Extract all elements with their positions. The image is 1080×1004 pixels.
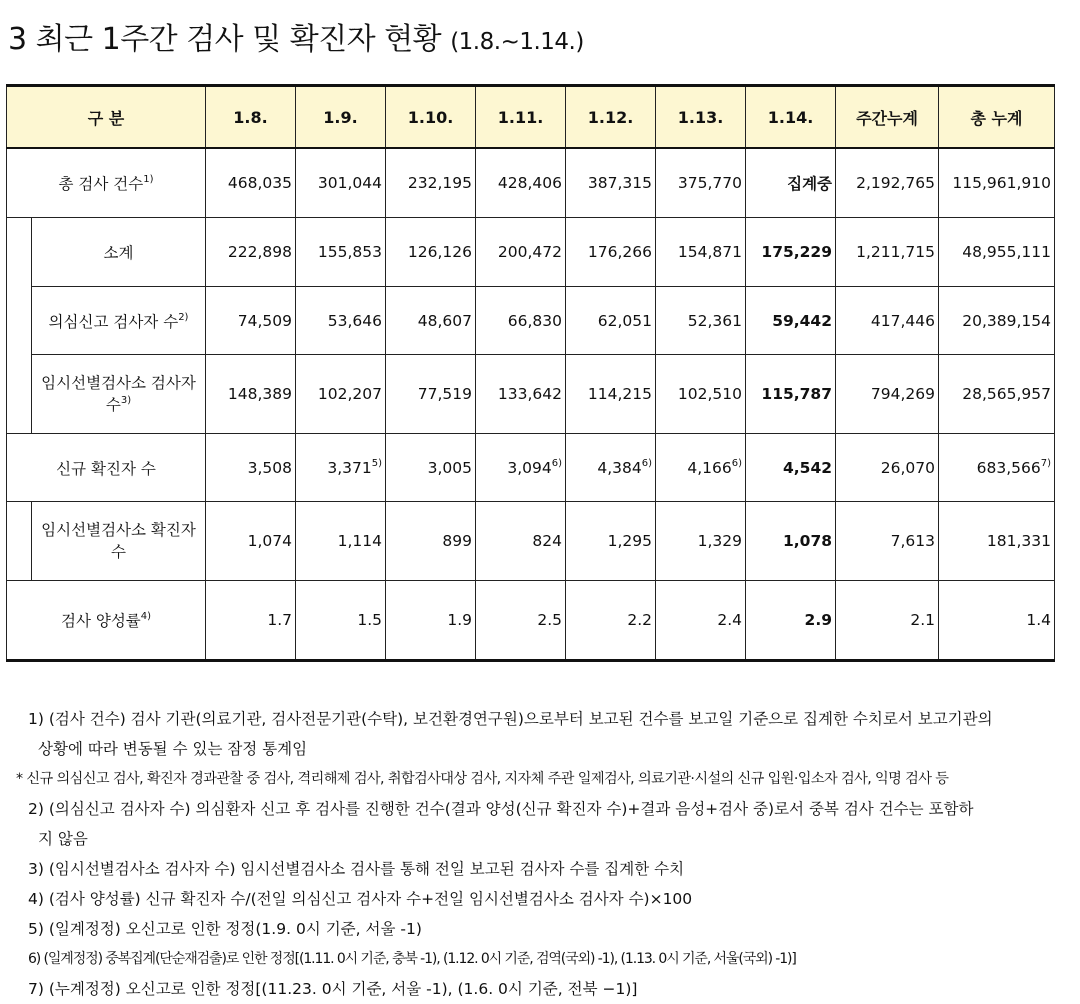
table-row: [7, 287, 1055, 355]
table-row: [7, 434, 1055, 502]
value-cell: [206, 434, 296, 502]
table-header-row: [7, 86, 1055, 149]
value-cell: [566, 218, 656, 287]
row-label-text: 임시선별검사소 검사자 수: [41, 374, 196, 414]
value-text: 3,371: [327, 458, 372, 477]
value-cell: [386, 502, 476, 581]
value-cell: [386, 218, 476, 287]
footnote-ref: 5): [371, 457, 383, 469]
value-cell: [746, 287, 836, 355]
value-text: 1.5: [357, 611, 383, 629]
value-text: 48,607: [417, 311, 473, 330]
value-cell: [476, 287, 566, 355]
test-status-table: [6, 84, 1055, 662]
value-cell: [476, 502, 566, 581]
footnote: 7) (누계정정) 오신고로 인한 정정[(11.23. 0시 기준, 서울 -1), (1.6. 0시 기준, 전북 −1)]: [28, 980, 638, 998]
table-row: [7, 355, 1055, 434]
value-cell: [386, 148, 476, 218]
footnote: 3) (임시선별검사소 검사자 수) 임시선별검사소 검사를 통해 전일 보고된 검사자 수를 집계한 수치: [28, 860, 685, 878]
row-label: [7, 581, 206, 661]
value-text: 7,613: [890, 532, 936, 550]
value-text: 1,074: [247, 532, 293, 550]
footnote-ref: 3): [120, 395, 132, 406]
value-cell: [939, 287, 1055, 355]
value-cell: [206, 287, 296, 355]
value-text: 115,787: [761, 385, 833, 403]
value-cell: [656, 218, 746, 287]
value-cell: [476, 581, 566, 661]
value-cell: [746, 581, 836, 661]
row-label-text: 검사 양성률: [60, 612, 141, 630]
footnote: * 신규 의심신고 검사, 확진자 경과관찰 중 검사, 격리해제 검사, 취합검사대상 검사, 지자체 주관 일제검사, 의료기관·시설의 신규 입원·입소자 검사, 익명 검사 등: [16, 771, 949, 787]
value-text: 1,295: [607, 532, 653, 550]
value-cell: [386, 287, 476, 355]
value-text: 824: [532, 532, 563, 550]
value-text: 3,508: [247, 458, 293, 477]
footnote-ref: 1): [143, 174, 154, 185]
row-label: [32, 287, 206, 355]
value-text: 148,389: [227, 385, 293, 403]
value-cell: [566, 148, 656, 218]
value-cell: [566, 581, 656, 661]
value-text: 200,472: [497, 243, 563, 261]
header-category: 구 분: [7, 86, 206, 149]
footnote: 5) (일계정정) 오신고로 인한 정정(1.9. 0시 기준, 서울 -1): [28, 920, 422, 938]
value-cell: [939, 434, 1055, 502]
value-cell: [656, 148, 746, 218]
value-cell: [566, 355, 656, 434]
value-text: 126,126: [407, 243, 473, 261]
value-text: 74,509: [237, 311, 293, 330]
value-cell: [836, 218, 939, 287]
value-cell: [206, 148, 296, 218]
footnote: 2) (의심신고 검사자 수) 의심환자 신고 후 검사를 진행한 건수(결과 양성(신규 확진자 수)+결과 음성+검사 중)로서 중복 검사 건수는 포함하: [28, 800, 974, 818]
section-title: [8, 14, 584, 58]
value-text: 1,114: [337, 532, 383, 550]
footnote-ref: 6): [731, 457, 743, 469]
table-row: [7, 148, 1055, 218]
footnote-ref: 2): [178, 311, 189, 323]
value-text: 683,566: [976, 458, 1041, 477]
value-text: 222,898: [227, 243, 293, 261]
value-text: 집계중: [787, 175, 833, 193]
value-cell: [836, 287, 939, 355]
value-text: 154,871: [677, 243, 743, 261]
row-label: [32, 355, 206, 434]
header-date: 1.11.: [476, 86, 566, 149]
value-cell: [566, 434, 656, 502]
value-cell: [746, 502, 836, 581]
footnote: 1) (검사 건수) 검사 기관(의료기관, 검사전문기관(수탁), 보건환경연구원)으로부터 보고된 건수를 보고일 기준으로 집계한 수치로서 보고기관의: [28, 710, 993, 728]
footnote: 4) (검사 양성률) 신규 확진자 수/(전일 의심신고 검사자 수+전일 임시선별검사소 검사자 수)×100: [28, 890, 693, 908]
value-cell: [476, 148, 566, 218]
row-label-text: 신규 확진자 수: [56, 459, 156, 478]
value-cell: [656, 355, 746, 434]
value-cell: [476, 218, 566, 287]
value-cell: [656, 581, 746, 661]
value-text: 468,035: [227, 174, 293, 192]
indent-cell: [7, 502, 32, 581]
value-text: 77,519: [417, 385, 473, 403]
value-cell: [746, 218, 836, 287]
value-text: 59,442: [772, 311, 833, 330]
header-date: 1.12.: [566, 86, 656, 149]
value-cell: [656, 287, 746, 355]
table-row: [7, 502, 1055, 581]
value-cell: [296, 218, 386, 287]
value-text: 899: [442, 532, 473, 550]
value-text: 28,565,957: [962, 385, 1052, 403]
value-text: 1.4: [1026, 611, 1052, 629]
value-text: 176,266: [587, 243, 653, 261]
value-text: 26,070: [880, 458, 936, 477]
value-text: 20,389,154: [962, 311, 1052, 330]
value-cell: [939, 218, 1055, 287]
value-text: 102,510: [677, 385, 743, 403]
value-text: 53,646: [327, 311, 383, 330]
value-text: 102,207: [317, 385, 383, 403]
value-cell: [296, 287, 386, 355]
value-text: 1,078: [782, 532, 833, 550]
row-label-text: 소계: [103, 244, 134, 262]
footnote-ref: 6): [641, 457, 653, 469]
indent-cell: [7, 218, 32, 287]
value-cell: [386, 581, 476, 661]
value-cell: [836, 148, 939, 218]
value-cell: [296, 434, 386, 502]
value-text: 1,329: [697, 532, 743, 550]
header-cumulative-total: 총 누계: [939, 86, 1055, 149]
value-text: 232,195: [407, 174, 473, 192]
value-text: 375,770: [677, 174, 743, 192]
value-text: 2.9: [804, 611, 833, 629]
table-row: [7, 581, 1055, 661]
value-text: 133,642: [497, 385, 563, 403]
value-text: 52,361: [687, 311, 743, 330]
value-cell: [939, 502, 1055, 581]
footnote: 상황에 따라 변동될 수 있는 잠정 통계임: [38, 740, 308, 758]
row-label-text: 의심신고 검사자 수: [48, 312, 179, 331]
value-text: 2.1: [910, 611, 936, 629]
value-cell: [386, 434, 476, 502]
footnotes: [6, 704, 1072, 1004]
header-date: 1.14.: [746, 86, 836, 149]
value-text: 115,961,910: [952, 174, 1052, 192]
value-cell: [296, 502, 386, 581]
section-title-range: (1.8.~1.14.): [450, 29, 584, 55]
row-label: [7, 434, 206, 502]
footnote: 지 않음: [38, 830, 88, 848]
value-text: 3,094: [507, 458, 552, 477]
value-text: 114,215: [587, 385, 653, 403]
value-cell: [656, 502, 746, 581]
value-text: 387,315: [587, 174, 653, 192]
value-cell: [656, 434, 746, 502]
footnote: 6) (일계정정) 중복집계(단순재검출)로 인한 정정[(1.11. 0시 기준, 충북 -1), (1.12. 0시 기준, 검역(국외) -1), (1.13. 0시 기준, 서울(국외) -1)]: [28, 951, 796, 967]
value-cell: [746, 355, 836, 434]
value-text: 2.5: [537, 611, 563, 629]
value-cell: [206, 502, 296, 581]
header-date: 1.9.: [296, 86, 386, 149]
value-text: 2.2: [627, 611, 653, 629]
section-title-main: 3 최근 1주간 검사 및 확진자 현황: [8, 22, 442, 57]
value-cell: [939, 581, 1055, 661]
value-text: 181,331: [986, 532, 1052, 550]
value-cell: [566, 287, 656, 355]
value-cell: [566, 502, 656, 581]
value-cell: [206, 581, 296, 661]
value-cell: [836, 434, 939, 502]
value-text: 48,955,111: [962, 243, 1052, 261]
header-date: 1.10.: [386, 86, 476, 149]
value-text: 301,044: [317, 174, 383, 192]
table-row: [7, 218, 1055, 287]
value-cell: [386, 355, 476, 434]
value-cell: [939, 148, 1055, 218]
value-text: 4,542: [782, 458, 833, 477]
value-text: 2,192,765: [856, 174, 936, 192]
value-text: 175,229: [761, 243, 833, 261]
value-text: 1.9: [447, 611, 473, 629]
value-text: 4,384: [597, 458, 642, 477]
value-cell: [836, 581, 939, 661]
value-text: 1,211,715: [856, 243, 936, 261]
value-text: 1.7: [267, 611, 293, 629]
value-cell: [939, 355, 1055, 434]
value-text: 62,051: [597, 311, 653, 330]
value-cell: [746, 148, 836, 218]
value-cell: [296, 148, 386, 218]
indent-cell: [7, 355, 32, 434]
indent-cell: [7, 287, 32, 355]
value-text: 66,830: [507, 311, 563, 330]
row-label-text: 임시선별검사소 확진자 수: [41, 521, 196, 561]
value-text: 4,166: [687, 458, 732, 477]
value-cell: [476, 434, 566, 502]
value-cell: [746, 434, 836, 502]
value-text: 417,446: [870, 311, 936, 330]
value-text: 2.4: [717, 611, 743, 629]
row-label: [7, 148, 206, 218]
value-cell: [476, 355, 566, 434]
value-cell: [206, 218, 296, 287]
footnote-ref: 7): [1040, 457, 1052, 469]
value-cell: [296, 581, 386, 661]
footnote-ref: 6): [551, 457, 563, 469]
value-cell: [296, 355, 386, 434]
footnote-ref: 4): [140, 611, 152, 622]
value-text: 428,406: [497, 174, 563, 192]
value-cell: [836, 502, 939, 581]
value-text: 155,853: [317, 243, 383, 261]
row-label-text: 총 검사 건수: [58, 175, 144, 193]
value-text: 794,269: [870, 385, 936, 403]
row-label: [32, 218, 206, 287]
row-label: [32, 502, 206, 581]
value-cell: [206, 355, 296, 434]
value-text: 3,005: [427, 458, 473, 477]
header-date: 1.13.: [656, 86, 746, 149]
header-date: 1.8.: [206, 86, 296, 149]
value-cell: [836, 355, 939, 434]
header-weekly-total: 주간누계: [836, 86, 939, 149]
